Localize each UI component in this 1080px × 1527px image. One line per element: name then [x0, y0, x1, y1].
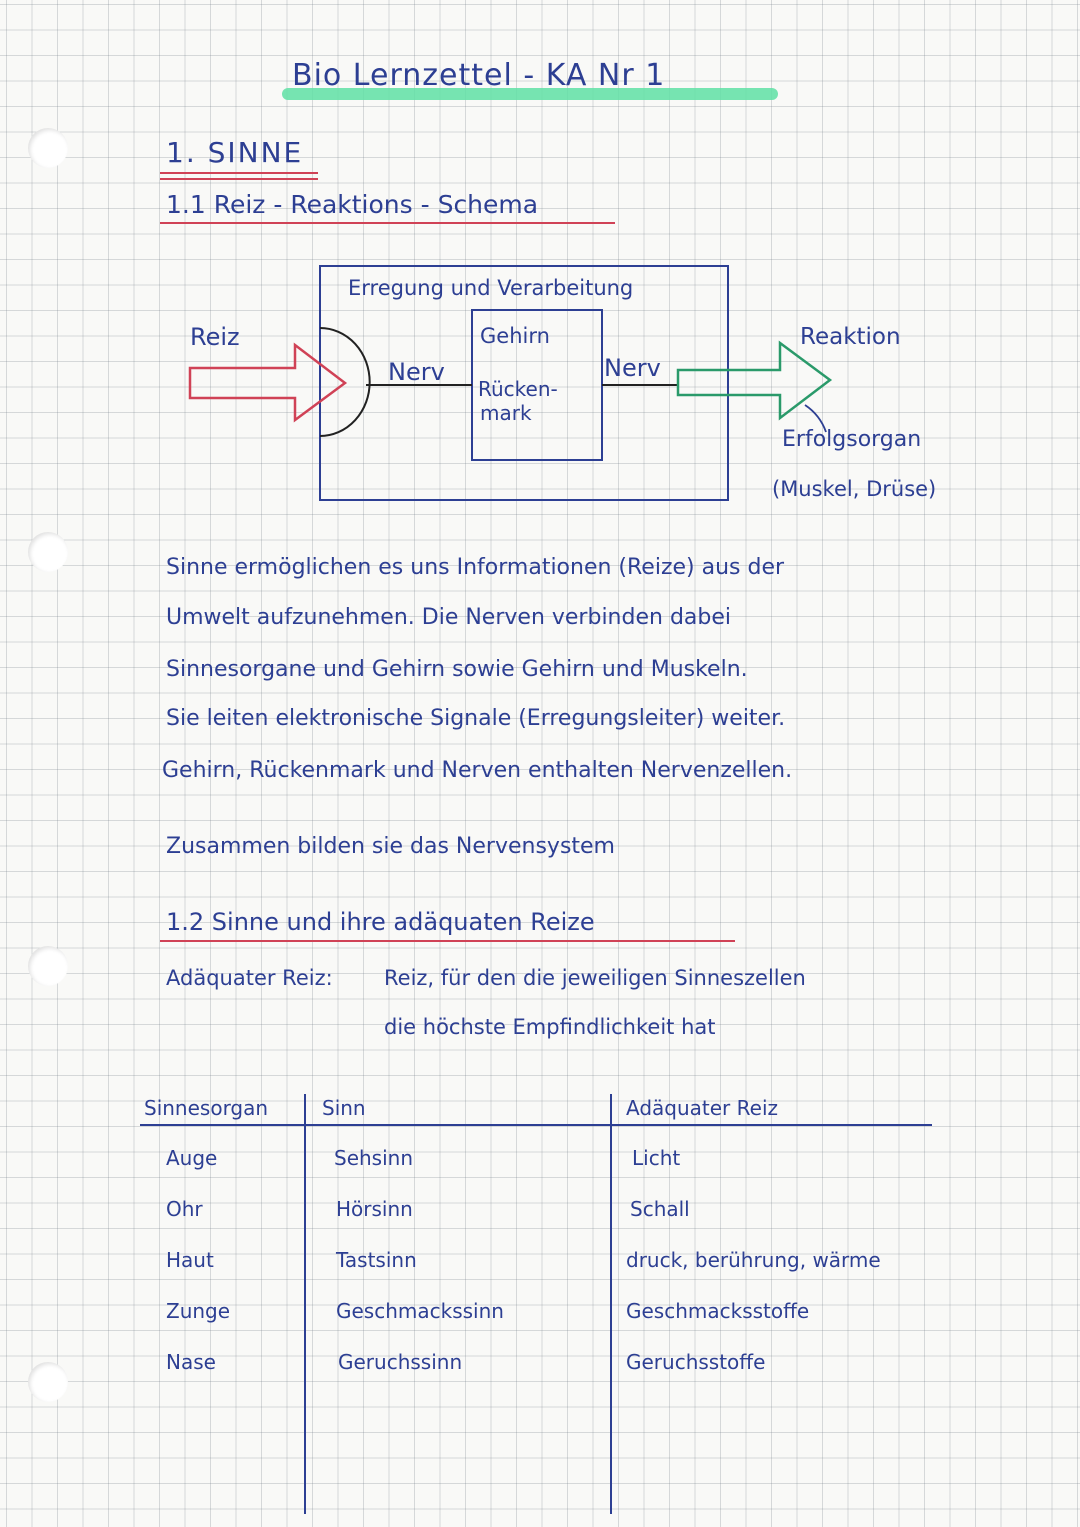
nerve-label-left: Nerv — [388, 358, 445, 386]
text-line: Sinne ermöglichen es uns Informationen (Reize) aus der — [166, 555, 785, 580]
brain-label: Gehirn — [480, 324, 550, 348]
box-label: Erregung und Verarbeitung — [348, 276, 634, 300]
table-cell-stimulus: Schall — [630, 1197, 690, 1221]
table-column-rule — [304, 1094, 306, 1514]
effector-examples: (Muskel, Drüse) — [772, 477, 937, 501]
text-line: Umwelt aufzunehmen. Die Nerven verbinden dabei — [166, 605, 731, 630]
table-cell-stimulus: Licht — [632, 1146, 681, 1170]
table-header-sense: Sinn — [322, 1096, 366, 1120]
table-cell-sense: Sehsinn — [334, 1146, 414, 1170]
page-title: Bio Lernzettel - KA Nr 1 — [292, 58, 666, 93]
definition-line-1: Reiz, für den die jeweiligen Sinneszellen — [384, 966, 806, 990]
text-line: Sie leiten elektronische Signale (Erregungsleiter) weiter. — [166, 706, 786, 731]
table-cell-stimulus: Geschmacksstoffe — [626, 1299, 810, 1323]
text-line: Sinnesorgane und Gehirn sowie Gehirn und Muskeln. — [166, 657, 748, 682]
table-cell-stimulus: Geruchsstoffe — [626, 1350, 766, 1374]
table-cell-sense: Geruchssinn — [338, 1350, 463, 1374]
table-cell-organ: Nase — [166, 1350, 216, 1374]
reaction-label: Reaktion — [800, 324, 901, 350]
nerve-label-right: Nerv — [604, 354, 661, 382]
punch-hole-3 — [28, 946, 68, 986]
subsection-heading-schema: 1.1 Reiz - Reaktions - Schema — [166, 190, 539, 219]
spinal-label-1: Rücken- — [478, 377, 558, 401]
table-cell-sense: Tastsinn — [336, 1248, 417, 1272]
table-cell-organ: Haut — [166, 1248, 214, 1272]
punch-hole-2 — [28, 532, 68, 572]
stimulus-arrow — [190, 345, 345, 420]
table-header-organ: Sinnesorgan — [144, 1096, 269, 1120]
table-header-rule — [140, 1124, 932, 1126]
table-cell-organ: Zunge — [166, 1299, 231, 1323]
table-column-rule — [610, 1094, 612, 1514]
effector-label: Erfolgsorgan — [782, 427, 922, 452]
definition-term: Adäquater Reiz: — [166, 966, 333, 990]
table-cell-organ: Ohr — [166, 1197, 203, 1221]
subsection-heading-reize: 1.2 Sinne und ihre adäquaten Reize — [166, 908, 595, 936]
stimulus-label: Reiz — [190, 323, 240, 351]
text-line: Gehirn, Rückenmark und Nerven enthalten Nervenzellen. — [162, 758, 793, 783]
table-cell-sense: Hörsinn — [336, 1197, 413, 1221]
table-cell-sense: Geschmackssinn — [336, 1299, 504, 1323]
subsection-underline — [160, 940, 735, 942]
punch-hole-4 — [28, 1362, 68, 1402]
reiz-reaktions-diagram — [0, 0, 1080, 520]
table-cell-organ: Auge — [166, 1146, 218, 1170]
table-cell-stimulus: druck, berührung, wärme — [626, 1248, 881, 1272]
spinal-label-2: mark — [480, 401, 532, 425]
text-line-summary: Zusammen bilden sie das Nervensystem — [166, 834, 615, 859]
table-header-stimulus: Adäquater Reiz — [626, 1096, 778, 1120]
section-heading-sinne: 1. SINNE — [166, 136, 304, 169]
definition-line-2: die höchste Empfindlichkeit hat — [384, 1015, 716, 1039]
